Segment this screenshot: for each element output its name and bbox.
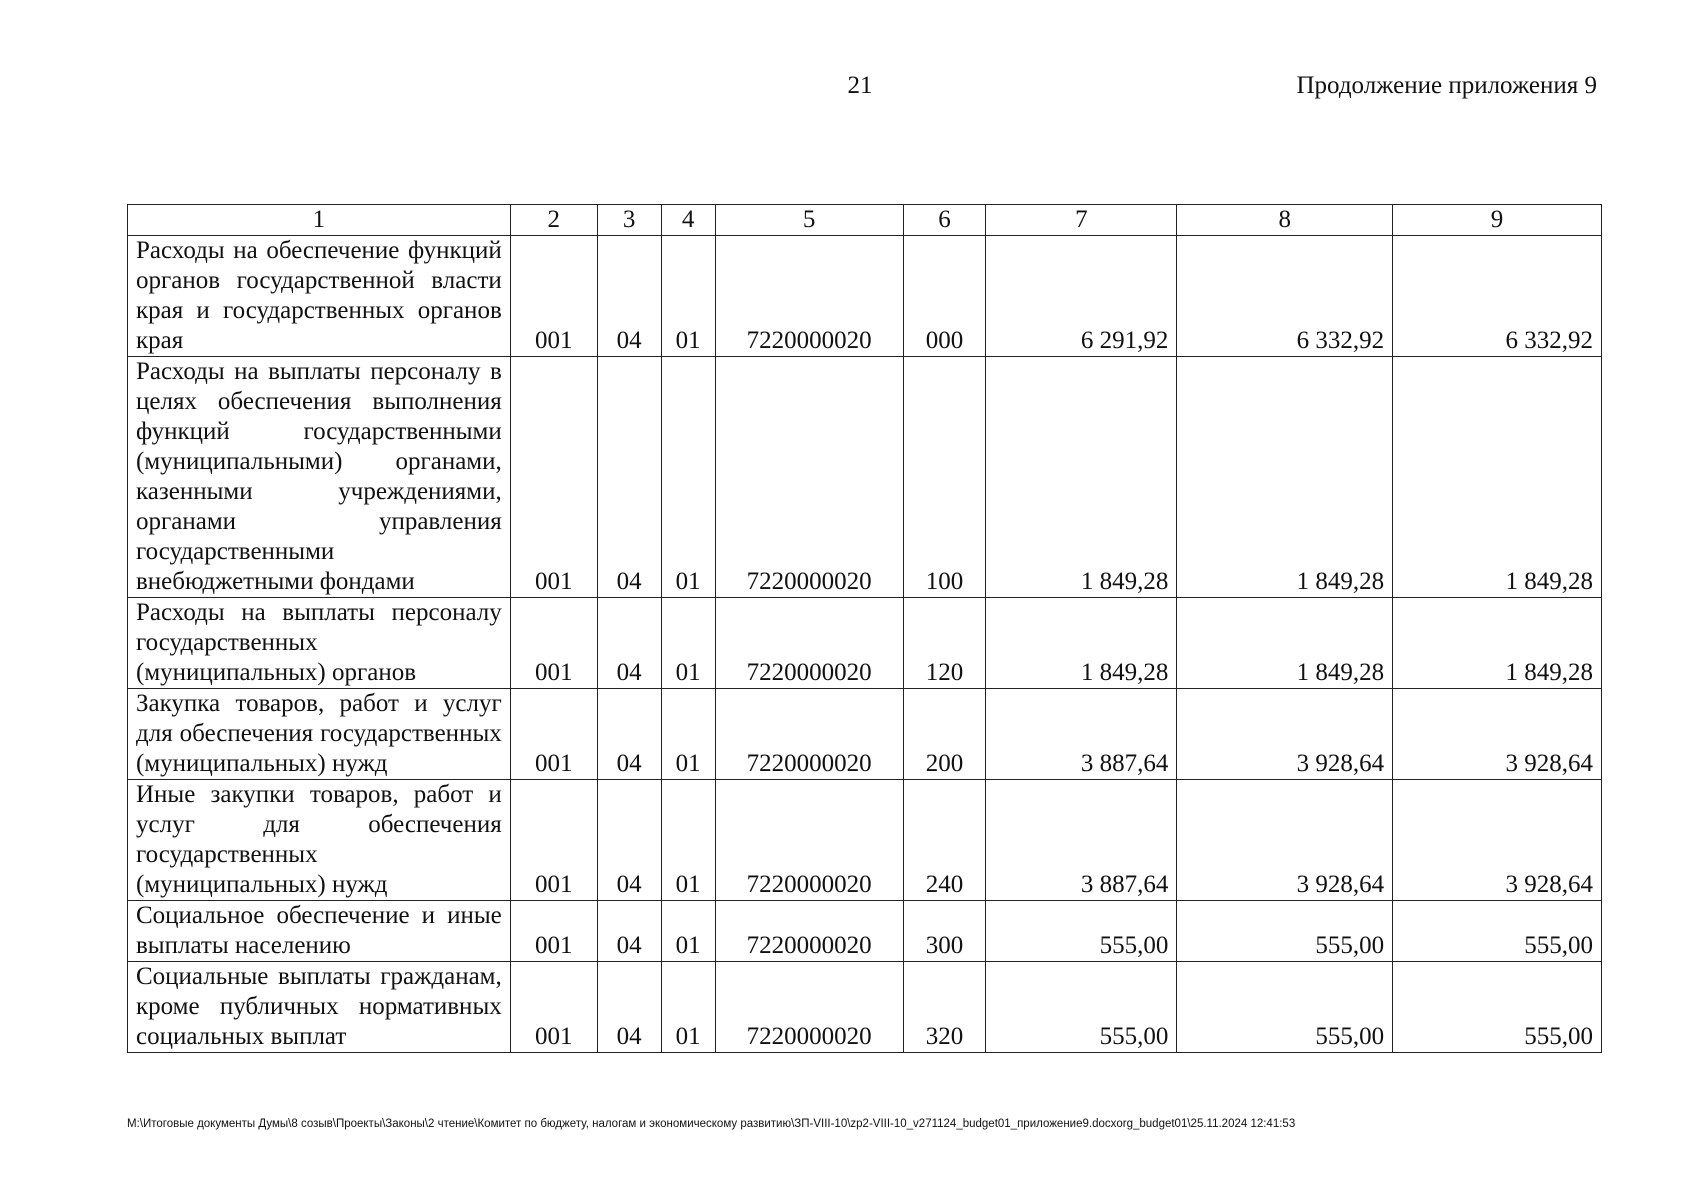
cell-amount-7: 3 887,64 xyxy=(986,689,1177,780)
column-header: 2 xyxy=(510,205,597,236)
cell-target-article: 7220000020 xyxy=(715,689,903,780)
budget-table xyxy=(127,204,1602,1053)
cell-expense-type: 320 xyxy=(903,962,986,1053)
column-header: 8 xyxy=(1177,205,1393,236)
table-row xyxy=(128,901,1602,962)
cell-ministry: 001 xyxy=(510,357,597,598)
cell-ministry: 001 xyxy=(510,598,597,689)
document-file-path: M:\Итоговые документы Думы\8 созыв\Проекты\Законы\2 чтение\Комитет по бюджету, налогам и экономическому развитию\ЗП-VIII-10\zp2-VIII-10_v271124_budget01_приложение9.docxorg_budget01\25.11.2024 12:41:53 xyxy=(127,1118,1296,1130)
cell-section: 04 xyxy=(597,357,661,598)
table-row xyxy=(128,962,1602,1053)
cell-ministry: 001 xyxy=(510,780,597,901)
cell-target-article: 7220000020 xyxy=(715,598,903,689)
cell-section: 04 xyxy=(597,236,661,357)
cell-amount-7: 555,00 xyxy=(986,901,1177,962)
cell-section: 04 xyxy=(597,689,661,780)
row-name: Расходы на выплаты персоналу в целях обеспечения выполнения функций государственными (муниципальными) органами, казенными учреждениями, органами управления государственными внебюджетными фондами xyxy=(128,357,511,598)
cell-section: 04 xyxy=(597,901,661,962)
cell-subsection: 01 xyxy=(661,962,715,1053)
cell-target-article: 7220000020 xyxy=(715,901,903,962)
cell-expense-type: 120 xyxy=(903,598,986,689)
cell-subsection: 01 xyxy=(661,780,715,901)
cell-expense-type: 240 xyxy=(903,780,986,901)
column-header: 6 xyxy=(903,205,986,236)
cell-amount-9: 3 928,64 xyxy=(1393,780,1602,901)
column-header: 9 xyxy=(1393,205,1602,236)
column-header: 5 xyxy=(715,205,903,236)
cell-amount-8: 1 849,28 xyxy=(1177,598,1393,689)
row-name: Расходы на обеспечение функций органов государственной власти края и государственных органов края xyxy=(128,236,511,357)
cell-subsection: 01 xyxy=(661,901,715,962)
cell-subsection: 01 xyxy=(661,357,715,598)
cell-amount-7: 1 849,28 xyxy=(986,598,1177,689)
cell-amount-9: 1 849,28 xyxy=(1393,357,1602,598)
cell-amount-9: 6 332,92 xyxy=(1393,236,1602,357)
row-name: Социальное обеспечение и иные выплаты населению xyxy=(128,901,511,962)
cell-section: 04 xyxy=(597,780,661,901)
cell-section: 04 xyxy=(597,962,661,1053)
cell-target-article: 7220000020 xyxy=(715,357,903,598)
cell-ministry: 001 xyxy=(510,689,597,780)
cell-amount-7: 6 291,92 xyxy=(986,236,1177,357)
cell-ministry: 001 xyxy=(510,962,597,1053)
cell-amount-9: 555,00 xyxy=(1393,901,1602,962)
cell-subsection: 01 xyxy=(661,689,715,780)
cell-expense-type: 000 xyxy=(903,236,986,357)
cell-amount-7: 1 849,28 xyxy=(986,357,1177,598)
appendix-heading: Продолжение приложения 9 xyxy=(1296,72,1597,99)
cell-amount-8: 1 849,28 xyxy=(1177,357,1393,598)
cell-target-article: 7220000020 xyxy=(715,962,903,1053)
cell-ministry: 001 xyxy=(510,901,597,962)
cell-amount-9: 555,00 xyxy=(1393,962,1602,1053)
cell-expense-type: 300 xyxy=(903,901,986,962)
row-name: Расходы на выплаты персоналу государственных (муниципальных) органов xyxy=(128,598,511,689)
table-row xyxy=(128,780,1602,901)
cell-amount-8: 3 928,64 xyxy=(1177,780,1393,901)
cell-amount-8: 555,00 xyxy=(1177,962,1393,1053)
cell-amount-7: 3 887,64 xyxy=(986,780,1177,901)
cell-target-article: 7220000020 xyxy=(715,780,903,901)
row-name: Социальные выплаты гражданам, кроме публичных нормативных социальных выплат xyxy=(128,962,511,1053)
column-header: 1 xyxy=(128,205,511,236)
cell-amount-9: 3 928,64 xyxy=(1393,689,1602,780)
cell-target-article: 7220000020 xyxy=(715,236,903,357)
table-row xyxy=(128,689,1602,780)
table-row xyxy=(128,598,1602,689)
row-name: Закупка товаров, работ и услуг для обеспечения государственных (муниципальных) нужд xyxy=(128,689,511,780)
cell-expense-type: 100 xyxy=(903,357,986,598)
cell-amount-7: 555,00 xyxy=(986,962,1177,1053)
column-header: 3 xyxy=(597,205,661,236)
table-row xyxy=(128,236,1602,357)
cell-amount-9: 1 849,28 xyxy=(1393,598,1602,689)
row-name: Иные закупки товаров, работ и услуг для обеспечения государственных (муниципальных) нужд xyxy=(128,780,511,901)
cell-amount-8: 555,00 xyxy=(1177,901,1393,962)
cell-amount-8: 6 332,92 xyxy=(1177,236,1393,357)
column-header: 7 xyxy=(986,205,1177,236)
column-header: 4 xyxy=(661,205,715,236)
cell-ministry: 001 xyxy=(510,236,597,357)
cell-subsection: 01 xyxy=(661,598,715,689)
cell-expense-type: 200 xyxy=(903,689,986,780)
cell-amount-8: 3 928,64 xyxy=(1177,689,1393,780)
column-number-row xyxy=(128,205,1602,236)
cell-subsection: 01 xyxy=(661,236,715,357)
page-number: 21 xyxy=(847,72,873,99)
table-row xyxy=(128,357,1602,598)
cell-section: 04 xyxy=(597,598,661,689)
